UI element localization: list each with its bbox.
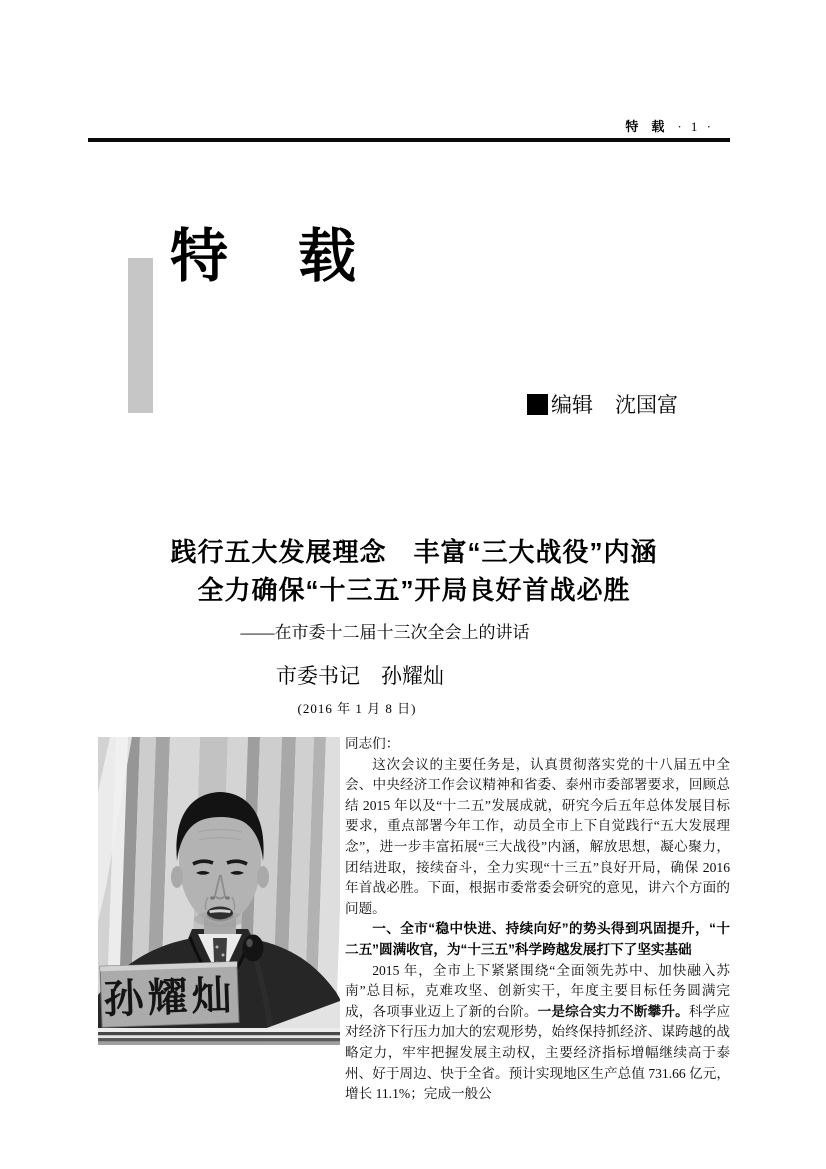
article-subtitle: ——在市委十二届十三次全会上的讲话 [240,623,530,642]
section-heading-1: 一、全市“稳中快进、持续向好”的势头得到巩固提升，“十二五”圆满收官，为“十三五”科学跨越发展打下了坚实基础 [345,921,730,957]
author-name: 孙耀灿 [381,664,444,688]
nameplate-text: 孙耀灿 [102,973,237,1023]
article-author [97,661,623,691]
section-title: 特 载 [170,224,363,289]
speaker-photo [98,737,340,1045]
ear-right [257,866,269,888]
editor-label: 编辑 [551,393,593,417]
speech-body [345,734,730,1105]
salutation: 同志们： [345,736,400,751]
achievements-text-c: 科学应对经济下行压力加大的宏观形势，始终保持抓经济、谋跨越的战略定力，牢牢把握发展主动权，主要经济指标增幅继续高于泰州、好于周边、快于全省。预计实现地区生产总值 731.66 亿元，增长 11.1%；完成一般公 [345,1003,731,1102]
ear-left [171,866,183,888]
masthead-accent-bar [128,258,153,413]
achievements-emphasis: 一是综合实力不断攀升。 [537,1003,689,1019]
editor-name: 沈国富 [615,393,678,417]
editor-credit [527,393,678,417]
paragraph-achievements [345,961,730,1105]
running-head-section: 特 载 [625,119,665,134]
running-head [97,118,714,135]
nameplate [100,962,239,1028]
article-title [97,533,731,609]
running-head-page-number: · 1 · [677,119,714,134]
article-title-line1: 践行五大发展理念 丰富“三大战役”内涵 [170,537,658,567]
article-title-line2: 全力确保“十三五”开局良好首战必胜 [197,575,631,605]
author-title: 市委书记 [276,664,360,688]
article-date: (2016 年 1 月 8 日) [297,701,417,716]
speaker-photo-graphic [98,737,340,1045]
square-bullet-icon [527,394,548,415]
header-rule [88,138,730,142]
achievements-text-a: 2015 年，全市上下紧紧围绕“全面领先苏中、加快融入苏南”总目标，克难攻坚、创新实干，年度主要目标任务圆满完成，各项事业迈上了新的台阶。 [345,962,730,1019]
table-edge [98,1028,340,1045]
paragraph-intro: 这次会议的主要任务是，认真贯彻落实党的十八届五中全会、中央经济工作会议精神和省委、泰州市委部署要求，回顾总结 2015 年以及“十二五”发展成就，研究今后五年总体发展目标要求，重点部署今年工作，动员全市上下自觉践行“五大发展理念”，进一步丰富拓展“三大战役”内涵，解放思想，凝心聚力，团结进取，接续奋斗，全力实现“十三五”良好开局，确保 2016 年首战必胜。下面，根据市委常委会研究的意见，讲六个方面的问题。 [345,756,730,916]
